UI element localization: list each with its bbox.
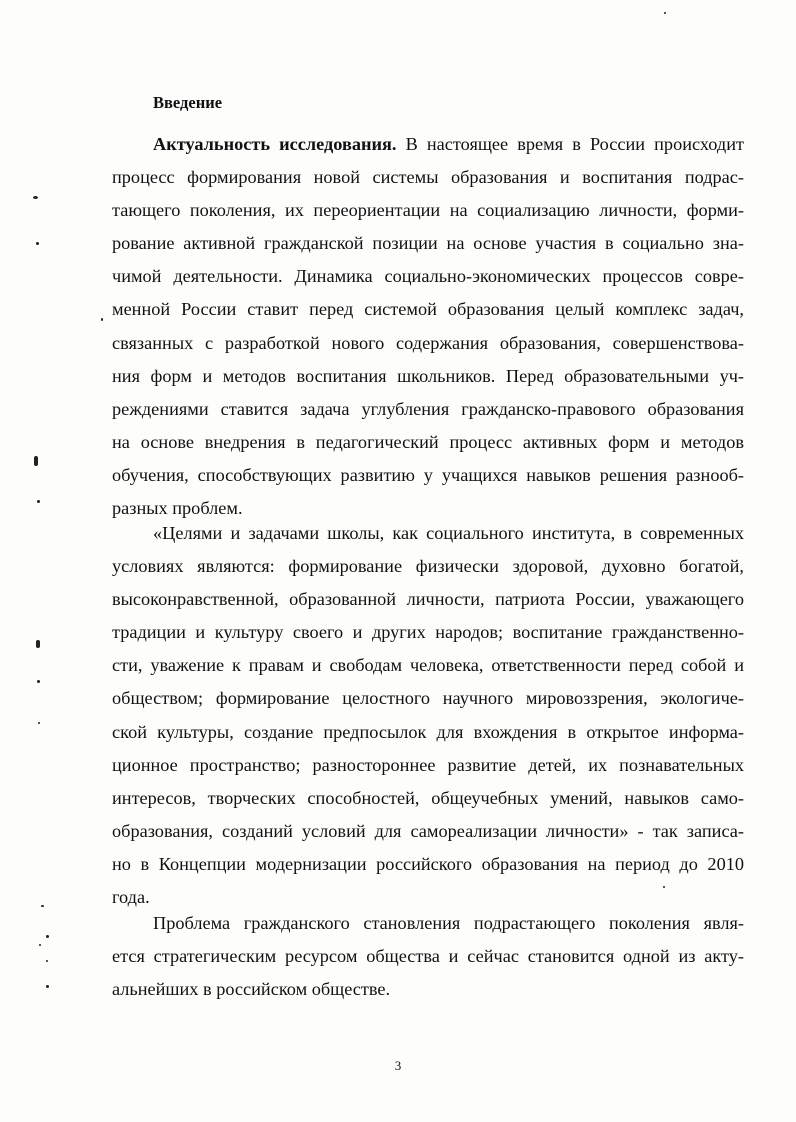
paragraph-line: образования, созданий условий для самореализации личности» - так записа- [112,820,744,841]
section-heading: Введение [153,93,223,112]
paragraph-line: интересов, творческих способностей, общеучебных умений, навыков само- [112,787,744,808]
scan-speck [38,722,40,724]
scan-speck [33,196,38,199]
paragraph-line: процесс формирования новой системы образования и воспитания подрас- [112,167,744,188]
paragraph-line: высоконравственной, образованной личности, патриота России, уважающего [112,589,744,610]
paragraph-line: но в Концепции модернизации российского образования на период до 2010 [112,853,744,874]
scan-speck [46,960,48,962]
paragraph-line: тающего поколения, их переориентации на социализацию личности, форми- [112,200,744,221]
scan-speck [39,944,41,946]
paragraph-line: сти, уважение к правам и свободам человека, ответственности перед собой и [112,655,744,676]
paragraph-line: чимой деятельности. Динамика социально-экономических процессов совре- [112,266,744,287]
paragraph-line: альнейших в российском обществе. [112,979,391,1000]
paragraph-line: Проблема гражданского становления подрастающего поколения явля- [153,913,744,933]
scan-speck [101,318,103,321]
paragraph-line: ется стратегическим ресурсом общества и сейчас становится одной из акту- [112,946,744,967]
paragraph-line: менной России ставит перед системой образования целый комплекс задач, [112,299,744,320]
paragraph-line [112,128,744,161]
paragraph-problem [112,907,744,1006]
paragraph-line: обучения, способствующих развитию у учащихся навыков решения разнооб- [112,464,744,485]
paragraph-line: разных проблем. [112,498,243,519]
paragraph-text: В настоящее время в России происходит [396,134,744,154]
paragraph-concept-quote [112,517,744,914]
paragraph-line: условиях являются: формирование физически здоровой, духовно богатой, [112,556,744,577]
paragraph-line: связанных с разработкой нового содержания образования, совершенствова- [112,332,744,353]
paragraph-line: ской культуры, создание предпосылок для вхождения в открытое информа- [112,721,744,742]
scan-speck [37,500,40,503]
scan-speck [36,640,40,648]
paragraph-line: рование активной гражданской позиции на основе участия в социально зна- [112,233,744,254]
scan-speck [41,905,44,907]
paragraph-line: «Целями и задачами школы, как социального института, в современных [153,523,744,543]
page-number: 3 [394,1058,402,1073]
paragraph-relevance [112,128,744,525]
scan-speck [664,12,666,14]
scan-speck [46,935,49,938]
paragraph-line: на основе внедрения в педагогический процесс активных форм и методов [112,431,744,452]
scan-speck [36,242,39,245]
scan-speck [37,680,40,683]
scan-speck [663,886,665,888]
paragraph-line: традиции и культуру своего и других народов; воспитание гражданственно- [112,622,744,643]
paragraph-line: года. [112,887,150,908]
paragraph-lead: Актуальность исследования. [153,134,397,154]
paragraph-line: реждениями ставится задача углубления гражданско-правового образования [112,398,744,419]
paragraph-line: ционное пространство; разностороннее развитие детей, их познавательных [112,754,744,775]
scan-speck [34,456,38,466]
paragraph-line: обществом; формирование целостного научного мировоззрения, экологиче- [112,688,744,709]
paragraph-line: ния форм и методов воспитания школьников. Перед образовательными уч- [112,365,744,386]
scan-speck [46,985,49,988]
